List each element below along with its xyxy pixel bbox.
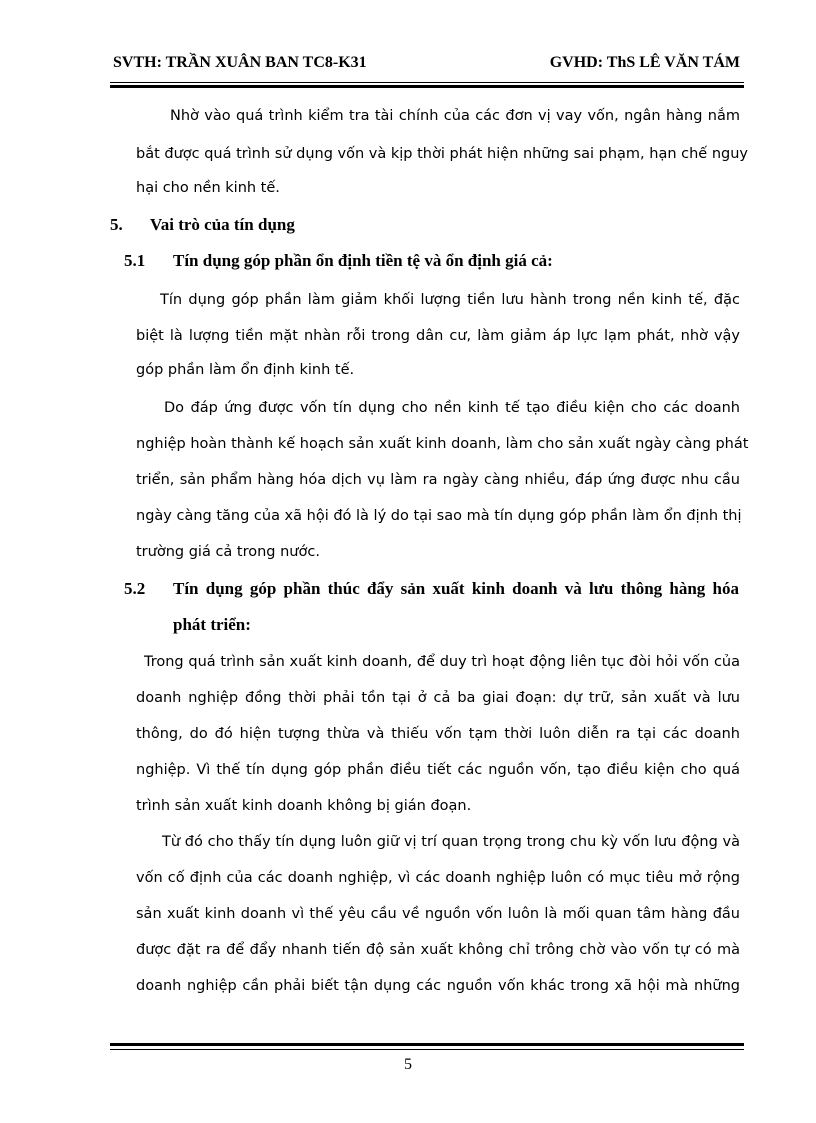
paragraph-line: trường giá cả trong nước. <box>136 544 320 560</box>
paragraph-line: sản xuất kinh doanh vì thế yêu cầu về nguồn vốn luôn là mối quan tâm hàng đầu <box>136 906 740 922</box>
page-header <box>110 52 742 76</box>
section-title: Vai trò của tín dụng <box>150 215 295 234</box>
paragraph-line: doanh nghiệp cần phải biết tận dụng các nguồn vốn khác trong xã hội mà những <box>136 978 740 994</box>
paragraph-line: Do đáp ứng được vốn tín dụng cho nền kinh tế tạo điều kiện cho các doanh <box>164 400 740 416</box>
paragraph-line: nghiệp. Vì thế tín dụng góp phần điều tiết các nguồn vốn, tạo điều kiện cho quá <box>136 762 740 778</box>
paragraph-line: được đặt ra để đẩy nhanh tiến độ sản xuất không chỉ trông chờ vào vốn tự có mà <box>136 942 740 958</box>
paragraph-line: góp phần làm ổn định kinh tế. <box>136 362 355 378</box>
header-student: SVTH: TRẦN XUÂN BAN TC8-K31 <box>113 54 367 71</box>
paragraph-line: thông, do đó hiện tượng thừa và thiếu vốn tạm thời luôn diễn ra tại các doanh <box>136 726 740 742</box>
paragraph-line: hại cho nền kinh tế. <box>136 180 280 196</box>
header-advisor: GVHD: ThS LÊ VĂN TÁM <box>549 54 740 71</box>
section-title: Tín dụng góp phần thúc đẩy sản xuất kinh doanh và lưu thông hàng hóa <box>173 579 739 598</box>
paragraph-line: doanh nghiệp đồng thời phải tồn tại ở cả ba giai đoạn: dự trữ, sản xuất và lưu <box>136 690 740 706</box>
section-number: 5.2 <box>124 579 146 598</box>
header-rule-thin <box>110 82 744 83</box>
paragraph-line: Nhờ vào quá trình kiểm tra tài chính của các đơn vị vay vốn, ngân hàng nắm <box>170 108 740 124</box>
footer-rule-thin <box>110 1049 744 1050</box>
paragraph-line: triển, sản phẩm hàng hóa dịch vụ làm ra ngày càng nhiều, đáp ứng được nhu cầu <box>136 472 740 488</box>
paragraph-line: Trong quá trình sản xuất kinh doanh, để duy trì hoạt động liên tục đòi hỏi vốn của <box>144 654 740 670</box>
paragraph-line: vốn cố định của các doanh nghiệp, vì các doanh nghiệp luôn có mục tiêu mở rộng <box>136 870 740 886</box>
paragraph-line: Từ đó cho thấy tín dụng luôn giữ vị trí quan trọng trong chu kỳ vốn lưu động và <box>162 834 740 850</box>
section-title: Tín dụng góp phần ổn định tiền tệ và ổn định giá cả: <box>173 251 553 270</box>
footer-rule-thick <box>110 1043 744 1046</box>
paragraph-line: nghiệp hoàn thành kế hoạch sản xuất kinh doanh, làm cho sản xuất ngày càng phát <box>136 436 749 452</box>
paragraph-line: trình sản xuất kinh doanh không bị gián đoạn. <box>136 798 472 814</box>
page-number: 5 <box>404 1056 412 1073</box>
paragraph-line: ngày càng tăng của xã hội đó là lý do tại sao mà tín dụng góp phần làm ổn định thị <box>136 508 742 524</box>
section-number: 5. <box>110 215 123 234</box>
section-number: 5.1 <box>124 251 146 270</box>
paragraph-line: bắt được quá trình sử dụng vốn và kịp thời phát hiện những sai phạm, hạn chế nguy <box>136 146 749 162</box>
header-rule-thick <box>110 85 744 88</box>
paragraph-line: biệt là lượng tiền mặt nhàn rỗi trong dân cư, làm giảm áp lực lạm phát, nhờ vậy <box>136 328 740 344</box>
paragraph-line: Tín dụng góp phần làm giảm khối lượng tiền lưu hành trong nền kinh tế, đặc <box>160 292 740 308</box>
section-title-continued: phát triển: <box>173 615 251 634</box>
